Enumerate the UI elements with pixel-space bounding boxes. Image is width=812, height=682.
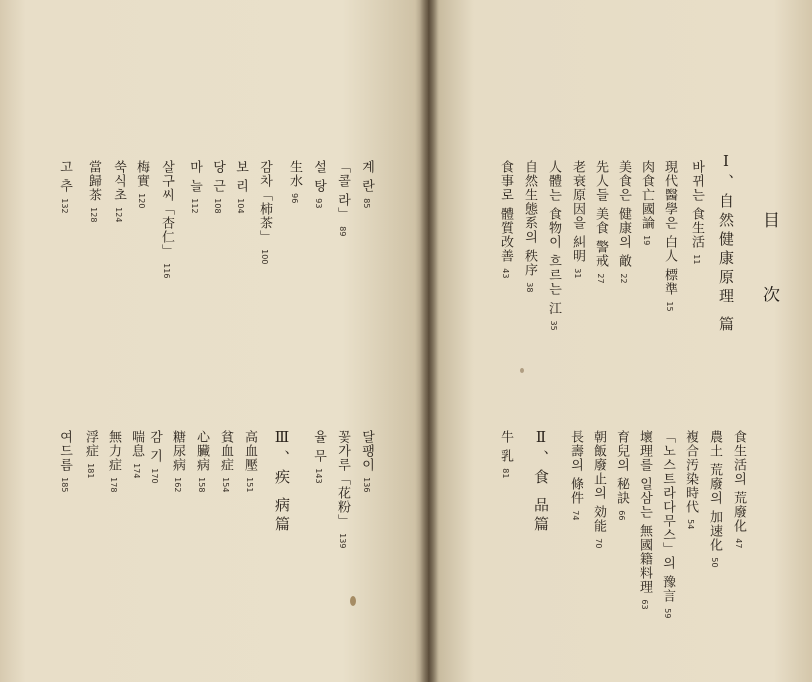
toc-entry — [84, 430, 97, 478]
entry-title: 高血壓 — [242, 430, 257, 472]
entry-page: 43 — [501, 268, 510, 279]
entry-title: 보 리 — [233, 160, 248, 194]
toc-entry — [288, 160, 301, 203]
entry-title: 마 늘 — [187, 160, 202, 194]
toc-entry — [188, 160, 201, 214]
entry-title: 長壽의 條件 — [568, 430, 583, 506]
entry-title: 當歸茶 — [86, 160, 101, 202]
entry-title: 先人들 美食 警戒 — [593, 160, 608, 269]
entry-page: 96 — [290, 193, 299, 204]
entry-title: 美食은 健康의 敵 — [616, 160, 631, 269]
entry-title: 달팽이 — [359, 430, 374, 472]
right-page — [428, 0, 812, 682]
entry-title: 牛 乳 — [498, 430, 513, 464]
toc-entry — [499, 160, 512, 278]
entry-title: 감 기 — [147, 430, 162, 464]
toc-entry — [732, 430, 745, 548]
toc-entry — [107, 430, 120, 492]
entry-title: 育兒의 秘訣 — [614, 430, 629, 506]
entry-page: 89 — [338, 226, 347, 237]
entry-page: 66 — [617, 510, 626, 521]
entry-page: 74 — [571, 510, 580, 521]
entry-title: 生水 — [287, 160, 302, 188]
toc-entry — [523, 160, 536, 292]
entry-page: 27 — [596, 273, 605, 284]
toc-entry — [195, 430, 208, 492]
toc-entry — [58, 430, 71, 492]
entry-title: 無力症 — [106, 430, 121, 472]
entry-page: 104 — [236, 198, 245, 214]
entry-page: 158 — [197, 477, 206, 493]
entry-title: 糖尿病 — [170, 430, 185, 472]
toc-entry — [58, 160, 71, 214]
entry-title: 살구씨「杏仁」 — [159, 160, 174, 258]
entry-page: 38 — [525, 282, 534, 293]
entry-page: 170 — [150, 468, 159, 484]
toc-entry — [171, 430, 184, 492]
entry-title: 梅實 — [134, 160, 149, 188]
toc-entry — [592, 430, 605, 548]
entry-page: 70 — [594, 538, 603, 549]
toc-entry — [312, 160, 325, 208]
toc-entry — [312, 430, 325, 484]
entry-page: 116 — [162, 263, 171, 279]
entry-page: 132 — [60, 198, 69, 214]
toc-entry — [684, 430, 697, 529]
entry-page: 185 — [60, 477, 69, 493]
toc-entry — [243, 430, 256, 492]
entry-title: 複合汚染時代 — [683, 430, 698, 514]
entry-page: 15 — [665, 301, 674, 312]
entry-page: 178 — [109, 477, 118, 493]
entry-page: 100 — [260, 249, 269, 265]
entry-page: 128 — [89, 207, 98, 223]
entry-page: 162 — [173, 477, 182, 493]
toc-entry — [638, 430, 651, 610]
toc-entry — [148, 430, 161, 484]
toc-entry — [135, 160, 148, 208]
toc-entry — [258, 160, 271, 264]
entry-page: 50 — [710, 557, 719, 568]
paper-stain — [520, 368, 524, 373]
entry-title: 율 무 — [311, 430, 326, 464]
toc-entry — [661, 430, 674, 618]
entry-title: 당 근 — [210, 160, 225, 194]
toc-entry — [211, 160, 224, 214]
entry-title: 壞理를 일삼는 無國籍料理 — [637, 430, 652, 595]
toc-entry — [569, 430, 582, 520]
entry-page: 108 — [213, 198, 222, 214]
entry-page: 59 — [663, 608, 672, 619]
entry-page: 139 — [338, 533, 347, 549]
part1-heading: Ⅰ、自然健康原理 篇 — [717, 152, 735, 335]
entry-page: 181 — [86, 463, 95, 479]
toc-entry — [708, 430, 721, 568]
entry-title: 계 란 — [359, 160, 374, 194]
entry-title: 現代醫學은 白人 標準 — [662, 160, 677, 297]
part2-heading: Ⅱ、食 品篇 — [532, 428, 550, 535]
toc-entry — [360, 160, 373, 208]
entry-title: 「노스트라다무스」의 豫言 — [660, 430, 675, 604]
toc-entry — [336, 430, 349, 548]
entry-title: 老衰原因을 糾明 — [570, 160, 585, 264]
toc-entry — [234, 160, 247, 214]
toc-entry — [617, 160, 630, 284]
entry-title: 心臟病 — [194, 430, 209, 472]
entry-title: 감차「柿茶」 — [257, 160, 272, 244]
entry-page: 124 — [114, 207, 123, 223]
entry-page: 22 — [619, 273, 628, 284]
book-gutter — [420, 0, 438, 682]
entry-page: 154 — [221, 477, 230, 493]
entry-title: 人體는 食物이 흐르는 江 — [546, 160, 561, 316]
toc-entry — [87, 160, 100, 222]
toc-entry — [663, 160, 676, 312]
entry-title: 朝飯廢止의 効能 — [591, 430, 606, 534]
entry-page: 112 — [190, 198, 199, 214]
entry-page: 31 — [573, 268, 582, 279]
entry-page: 120 — [137, 193, 146, 209]
entry-page: 35 — [549, 320, 558, 331]
entry-page: 19 — [642, 235, 651, 246]
toc-entry — [130, 430, 143, 478]
entry-title: 自然生態系의 秩序 — [522, 160, 537, 278]
entry-page: 11 — [692, 254, 701, 265]
entry-title: 쑥식초 — [111, 160, 126, 202]
toc-entry — [640, 160, 653, 245]
entry-title: 여드름 — [57, 430, 72, 472]
toc-entry — [571, 160, 584, 278]
entry-title: 食事로 體質改善 — [498, 160, 513, 264]
entry-page: 54 — [686, 519, 695, 530]
entry-title: 설 탕 — [311, 160, 326, 194]
entry-title: 農土 荒廢의 加速化 — [707, 430, 722, 553]
entry-title: 浮症 — [83, 430, 98, 458]
entry-title: 喘息 — [129, 430, 144, 458]
toc-entry — [499, 430, 512, 478]
entry-title: 꽃가루「花粉」 — [335, 430, 350, 528]
entry-title: 「콜 라」 — [335, 160, 350, 222]
entry-page: 136 — [362, 477, 371, 493]
part3-heading: Ⅲ、疾 病篇 — [273, 428, 291, 535]
toc-title: 目 次 — [759, 211, 779, 329]
entry-page: 47 — [734, 538, 743, 549]
paper-stain — [350, 596, 356, 606]
entry-title: 고 추 — [57, 160, 72, 194]
entry-page: 93 — [314, 198, 323, 209]
entry-page: 143 — [314, 468, 323, 484]
toc-entry — [594, 160, 607, 284]
toc-entry — [112, 160, 125, 222]
toc-entry — [547, 160, 560, 331]
toc-entry — [160, 160, 173, 278]
toc-entry — [690, 160, 703, 264]
toc-entry — [615, 430, 628, 520]
entry-title: 바뀌는 食生活 — [689, 160, 704, 250]
entry-title: 食生活의 荒廢化 — [731, 430, 746, 534]
entry-title: 肉食亡國論 — [639, 160, 654, 230]
entry-page: 63 — [640, 599, 649, 610]
entry-title: 貧血症 — [218, 430, 233, 472]
entry-page: 174 — [132, 463, 141, 479]
toc-entry — [360, 430, 373, 492]
entry-page: 151 — [245, 477, 254, 493]
toc-entry — [336, 160, 349, 236]
toc-entry — [219, 430, 232, 492]
entry-page: 81 — [501, 468, 510, 479]
entry-page: 85 — [362, 198, 371, 209]
